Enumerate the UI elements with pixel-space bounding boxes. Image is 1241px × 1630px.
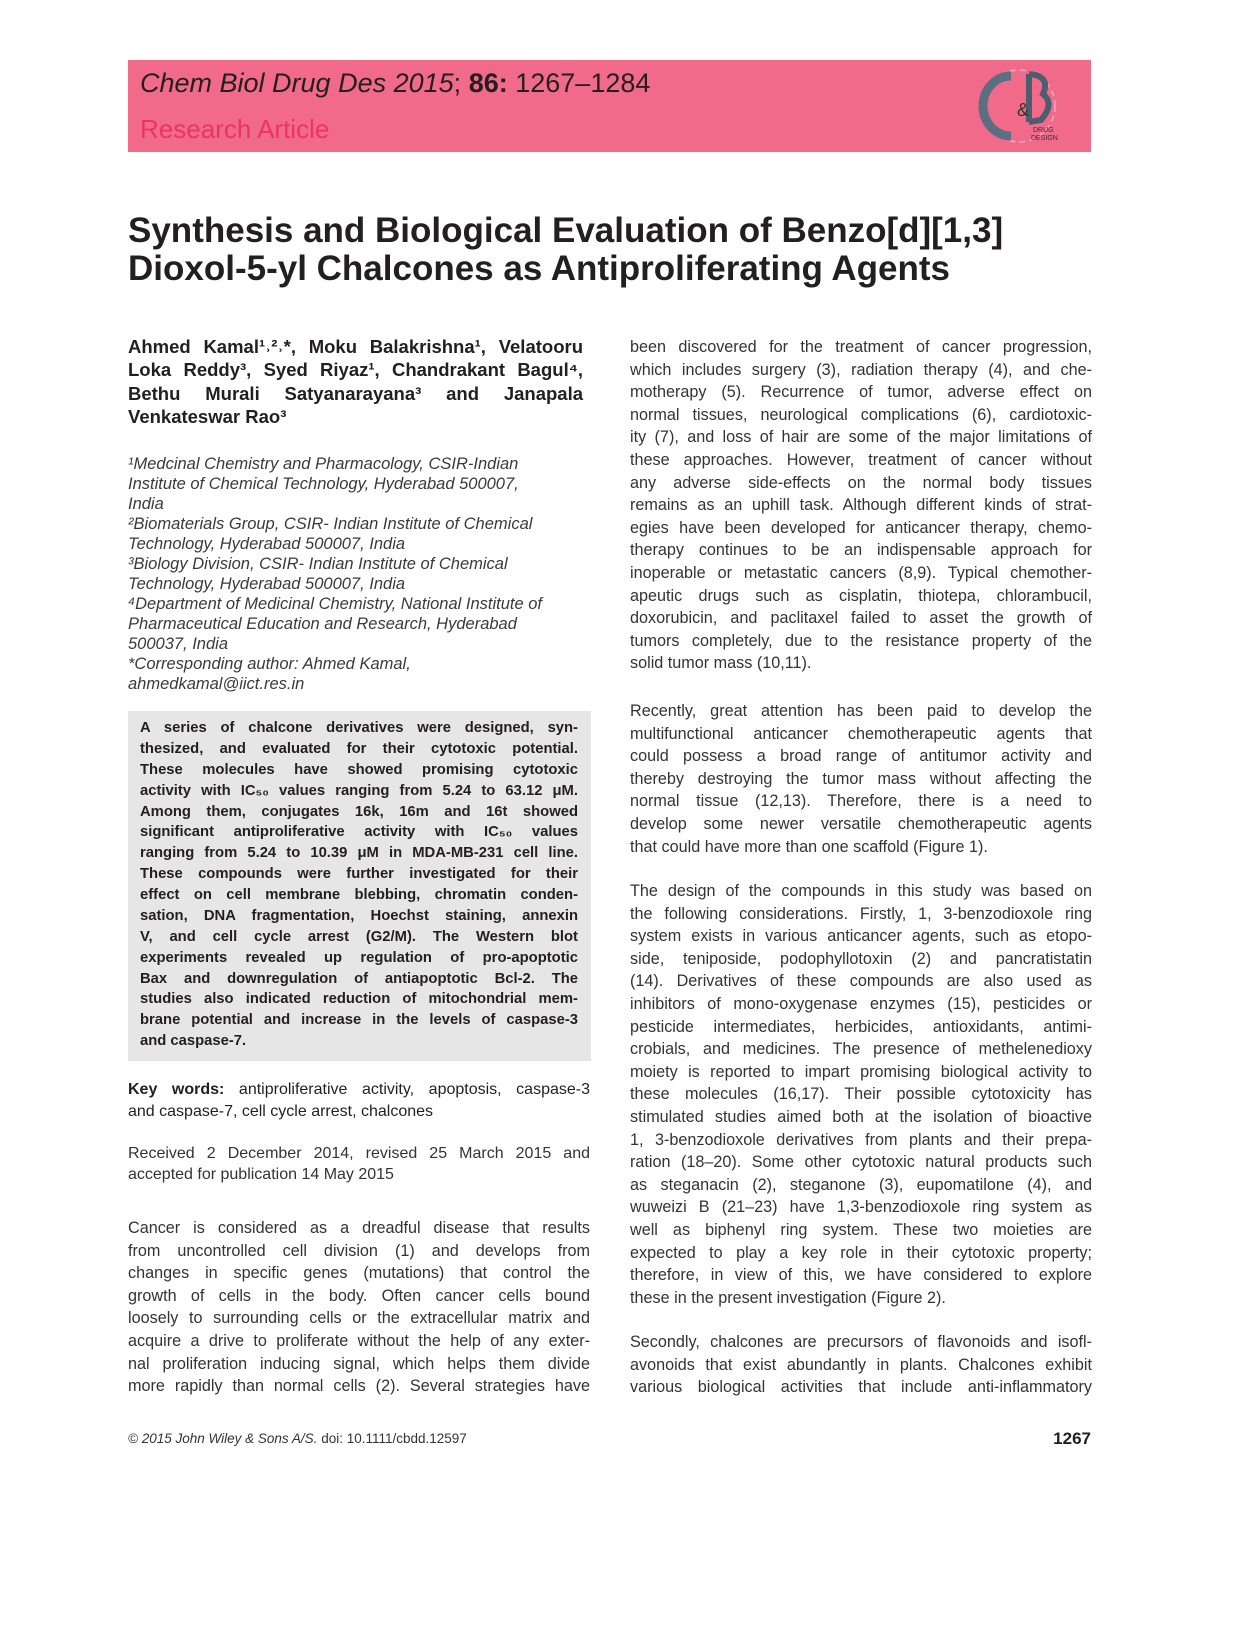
text-line: normal tissue (12,13). Therefore, there is a need to — [630, 792, 1092, 811]
text-line: therefore, in view of this, we have considered to explore — [630, 1266, 1092, 1285]
text-line: (14). Derivatives of these compounds are also used as — [630, 972, 1092, 991]
text-line: expected to play a key role in their cytotoxic property; — [630, 1243, 1092, 1262]
text-line: ¹Medcinal Chemistry and Pharmacology, CSIR-Indian — [128, 455, 519, 473]
text-line: These molecules have showed promising cytotoxic — [140, 761, 578, 778]
text-line: avonoids that exist abundantly in plants. Chalcones exhibit — [630, 1355, 1092, 1374]
text-line: multifunctional anticancer chemotherapeutic agents that — [630, 724, 1092, 743]
text-line: changes in specific genes (mutations) that control the — [128, 1264, 590, 1283]
text-line: apeutic drugs such as cisplatin, thiotepa, chlorambucil, — [630, 586, 1092, 605]
text-line: *Corresponding author: Ahmed Kamal, — [128, 655, 411, 673]
text-line: Cancer is considered as a dreadful disease that results — [128, 1219, 590, 1237]
text-line: develop some newer versatile chemotherapeutic agents — [630, 814, 1092, 833]
text-line: stimulated studies aimed both at the isolation of bioactive — [630, 1107, 1092, 1126]
text-line: tumors completely, due to the resistance property of the — [630, 631, 1092, 650]
text-line: doxorubicin, and paclitaxel failed to asset the growth of — [630, 609, 1092, 628]
text-line: normal tissues, neurological complications (6), cardiotoxic- — [630, 405, 1092, 424]
text-line: been discovered for the treatment of cancer progression, — [630, 338, 1092, 356]
text-line: activity with IC₅₀ values ranging from 5.24 to 63.12 μM. — [140, 782, 578, 799]
text-line: inoperable or metastatic cancers (8,9). Typical chemother- — [630, 563, 1092, 582]
text-line: These compounds were further investigated for their — [140, 866, 578, 883]
citation-separator: ; — [453, 68, 462, 98]
text-line: these approaches. However, treatment of cancer without — [630, 450, 1092, 469]
text-line: more rapidly than normal cells (2). Several strategies have — [128, 1377, 590, 1396]
abstract — [140, 718, 578, 1052]
text-line: ²Biomaterials Group, CSIR- Indian Institute of Chemical — [128, 515, 533, 533]
text-line: various biological activities that include anti-inflammatory — [630, 1378, 1092, 1397]
text-line: Bethu Murali Satyanarayana³ and Janapala — [128, 382, 583, 404]
text-line: egies have been developed for anticancer therapy, chemo- — [630, 518, 1092, 537]
text-line: pesticide intermediates, herbicides, antioxidants, antimi- — [630, 1017, 1092, 1036]
text-line: ity (7), and loss of hair are some of the major limitations of — [630, 428, 1092, 447]
text-line: wuweizi B (21–23) have 1,3-benzodioxole ring system as — [630, 1198, 1092, 1217]
text-line: solid tumor mass (10,11). — [630, 654, 812, 673]
text-line: Secondly, chalcones are precursors of flavonoids and isofl- — [630, 1333, 1092, 1351]
text-line: Recently, great attention has been paid to develop the — [630, 702, 1092, 720]
keywords — [128, 1079, 590, 1123]
text-line: studies also indicated reduction of mitochondrial mem- — [140, 991, 578, 1008]
journal-name: Chem Biol Drug Des 2015 — [140, 68, 454, 98]
keywords-label: Key words: — [128, 1081, 225, 1098]
text-line: experiments revealed up regulation of pro-apoptotic — [140, 949, 578, 966]
author-list — [128, 335, 583, 428]
text-line: which includes surgery (3), radiation therapy (4), and che- — [630, 360, 1092, 379]
received-dates — [128, 1143, 590, 1185]
body-paragraph — [630, 336, 1092, 675]
text-line: thesized, and evaluated for their cytotoxic potential. — [140, 740, 578, 757]
text-line: Received 2 December 2014, revised 25 March 2015 and — [128, 1145, 590, 1162]
text-line: brane potential and increase in the levels of caspase-3 — [140, 1012, 578, 1029]
body-paragraph-left — [128, 1217, 590, 1398]
text-line: Pharmaceutical Education and Research, Hyderabad — [128, 615, 517, 633]
text-line: accepted for publication 14 May 2015 — [128, 1166, 394, 1183]
text-line: remains as an uphill task. Although different kinds of strat- — [630, 496, 1092, 515]
text-line: sation, DNA fragmentation, Hoechst staining, annexin — [140, 907, 578, 924]
text-line: any adverse side-effects on the normal body tissues — [630, 473, 1092, 492]
svg-text:DRUG: DRUG — [1033, 127, 1054, 134]
text-line: side, teniposide, podophyllotoxin (2) and pancratistatin — [630, 949, 1092, 968]
text-line: as steganacin (2), steganone (3), eupomatilone (4), and — [630, 1175, 1092, 1194]
text-line: Institute of Chemical Technology, Hyderabad 500007, — [128, 475, 519, 493]
journal-volume: 86: — [468, 68, 508, 98]
text-line: Bax and downregulation of antiapoptotic Bcl-2. The — [140, 970, 578, 987]
text-line: well as biphenyl ring system. These two moieties are — [630, 1220, 1092, 1239]
text-line: crobials, and medicines. The presence of methelenedioxy — [630, 1040, 1092, 1059]
text-line: Technology, Hyderabad 500007, India — [128, 575, 406, 593]
journal-citation — [140, 68, 650, 99]
text-line: from uncontrolled cell division (1) and develops from — [128, 1241, 590, 1260]
page-number: 1267 — [1053, 1429, 1091, 1448]
text-line: ⁴Department of Medicinal Chemistry, National Institute of — [128, 595, 543, 613]
copyright-text: © 2015 John Wiley & Sons A/S. — [128, 1431, 318, 1446]
text-line: V, and cell cycle arrest (G2/M). The Western blot — [140, 928, 578, 945]
text-line: Loka Reddy³, Syed Riyaz¹, Chandrakant Bagul⁴, — [128, 359, 583, 381]
journal-pages: 1267–1284 — [515, 68, 651, 98]
text-line: Ahmed Kamal¹˒²˒*, Moku Balakrishna¹, Velatooru — [128, 336, 583, 357]
article-title — [128, 212, 1003, 288]
text-line: system exists in various anticancer agents, such as etopo- — [630, 927, 1092, 946]
text-line: therapy continues to be an indispensable approach for — [630, 541, 1092, 560]
journal-logo-icon — [977, 64, 1061, 148]
text-line: acquire a drive to proliferate without the help of any exter- — [128, 1331, 590, 1350]
text-line: thereby destroying the tumor mass without affecting the — [630, 769, 1092, 788]
body-paragraph — [630, 700, 1092, 858]
text-line: these in the present investigation (Figure 2). — [630, 1288, 946, 1307]
text-line: loosely to surrounding cells or the extracellular matrix and — [128, 1309, 590, 1328]
text-line: inhibitors of mono-oxygenase enzymes (15), pesticides or — [630, 994, 1092, 1013]
text-line: ranging from 5.24 to 10.39 μM in MDA-MB-231 cell line. — [140, 845, 578, 862]
title-line: Synthesis and Biological Evaluation of Benzo[d][1,3] — [128, 211, 1004, 250]
footer-copyright — [128, 1431, 467, 1446]
text-line: effect on cell membrane blebbing, chromatin conden- — [140, 887, 578, 903]
body-paragraph — [630, 880, 1092, 1309]
svg-text:&: & — [1017, 100, 1030, 120]
text-line: 1, 3-benzodioxole derivatives from plants and their prepa- — [630, 1130, 1092, 1149]
text-line: A series of chalcone derivatives were designed, syn- — [140, 720, 578, 736]
text-line: ahmedkamal@iict.res.in — [128, 675, 305, 693]
text-line: could possess a broad range of antitumor activity and — [630, 747, 1092, 766]
text-line: motherapy (5). Recurrence of tumor, adverse effect on — [630, 383, 1092, 402]
text-line: and caspase-7. — [140, 1033, 247, 1050]
text-line: that could have more than one scaffold (Figure 1). — [630, 837, 988, 856]
article-type: Research Article — [140, 114, 330, 144]
doi-text: doi: 10.1111/cbdd.12597 — [321, 1431, 467, 1446]
body-paragraph — [630, 1331, 1092, 1399]
text-line: ration (18–20). Some other cytotoxic natural products such — [630, 1153, 1092, 1172]
text-line: moiety is reported to impart promising biological activity to — [630, 1062, 1092, 1081]
text-line: nal proliferation inducing signal, which helps them divide — [128, 1354, 590, 1373]
text-line: India — [128, 495, 164, 513]
title-line: Dioxol-5-yl Chalcones as Antiproliferating Agents — [128, 249, 950, 288]
svg-text:DESIGN: DESIGN — [1031, 135, 1058, 142]
text-line: growth of cells in the body. Often cancer cells bound — [128, 1286, 590, 1305]
journal-header-band — [128, 60, 1091, 152]
text-line: The design of the compounds in this study was based on — [630, 882, 1092, 900]
affiliations — [128, 454, 588, 694]
text-line: 500037, India — [128, 635, 229, 653]
text-line: ³Biology Division, CSIR- Indian Institute of Chemical — [128, 555, 508, 573]
text-line: the following considerations. Firstly, 1, 3-benzodioxole ring — [630, 904, 1092, 923]
text-line: significant antiproliferative activity with IC₅₀ values — [140, 824, 578, 841]
text-line: these molecules (16,17). Their possible cytotoxicity has — [630, 1085, 1092, 1104]
text-line: Technology, Hyderabad 500007, India — [128, 535, 406, 553]
text-line: Among them, conjugates 16k, 16m and 16t showed — [140, 803, 578, 820]
text-line: Key words: antiproliferative activity, apoptosis, caspase-3 — [128, 1081, 590, 1098]
text-line: and caspase-7, cell cycle arrest, chalcones — [128, 1103, 434, 1120]
text-line: Venkateswar Rao³ — [128, 405, 287, 427]
